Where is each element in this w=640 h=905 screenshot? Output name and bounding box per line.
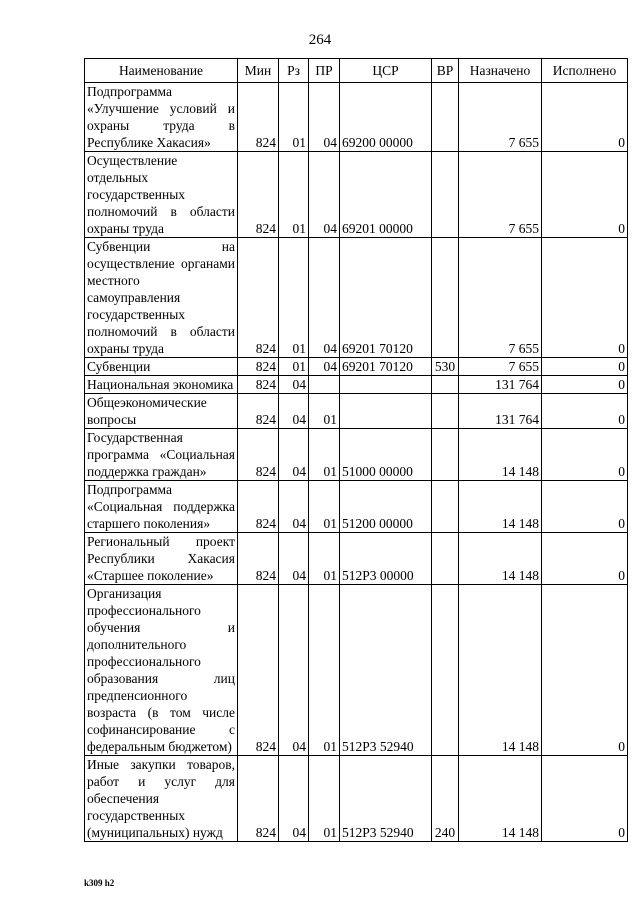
row-assigned: 7 655 (459, 358, 542, 376)
row-min: 824 (238, 585, 279, 756)
row-csr: 69201 00000 (340, 152, 432, 238)
header-rz: Рз (279, 59, 309, 83)
table-row (85, 83, 628, 152)
row-vr (432, 376, 459, 394)
row-pr: 01 (309, 585, 340, 756)
row-rz: 01 (279, 152, 309, 238)
row-csr: 51000 00000 (340, 429, 432, 481)
row-vr (432, 533, 459, 585)
header-pr: ПР (309, 59, 340, 83)
table-row (85, 429, 628, 481)
row-name: Осуществление отдельных государственных полномочий в области охраны труда (85, 152, 238, 238)
row-name: Подпрограмма «Социальная поддержка старшего поколения» (85, 481, 238, 533)
row-csr: 512P3 52940 (340, 756, 432, 842)
row-executed: 0 (542, 358, 628, 376)
row-rz: 04 (279, 394, 309, 429)
table-row (85, 238, 628, 358)
row-rz: 04 (279, 481, 309, 533)
row-name: Общеэкономические вопросы (85, 394, 238, 429)
row-executed: 0 (542, 481, 628, 533)
row-rz: 04 (279, 376, 309, 394)
page-number: 264 (308, 32, 332, 48)
row-vr (432, 238, 459, 358)
row-name: Региональный проект Республики Хакасия «Старшее поколение» (85, 533, 238, 585)
row-vr (432, 83, 459, 152)
row-name: Национальная экономика (85, 376, 238, 394)
header-csr: ЦСР (340, 59, 432, 83)
header-name: Наименование (85, 59, 238, 83)
row-vr: 240 (432, 756, 459, 842)
row-pr: 01 (309, 756, 340, 842)
row-name: Организация профессионального обучения и дополнительного профессионального образования лиц предпенсионного возраста (в том числе софинансирование с федеральным бюджетом) (85, 585, 238, 756)
table-row (85, 585, 628, 756)
row-pr: 04 (309, 152, 340, 238)
row-pr: 04 (309, 358, 340, 376)
row-pr: 01 (309, 429, 340, 481)
row-assigned: 14 148 (459, 585, 542, 756)
row-executed: 0 (542, 83, 628, 152)
row-executed: 0 (542, 394, 628, 429)
header-row (85, 59, 628, 83)
row-min: 824 (238, 83, 279, 152)
row-min: 824 (238, 152, 279, 238)
row-executed: 0 (542, 756, 628, 842)
row-vr (432, 585, 459, 756)
row-vr: 530 (432, 358, 459, 376)
row-assigned: 14 148 (459, 533, 542, 585)
header-executed: Исполнено (542, 59, 628, 83)
row-min: 824 (238, 394, 279, 429)
row-rz: 01 (279, 83, 309, 152)
row-assigned: 7 655 (459, 238, 542, 358)
row-vr (432, 481, 459, 533)
row-csr: 69201 70120 (340, 358, 432, 376)
row-pr (309, 376, 340, 394)
budget-table (84, 58, 628, 842)
table-row (85, 152, 628, 238)
row-rz: 01 (279, 358, 309, 376)
row-executed: 0 (542, 429, 628, 481)
row-rz: 04 (279, 756, 309, 842)
row-assigned: 131 764 (459, 376, 542, 394)
row-name: Субвенции (85, 358, 238, 376)
row-min: 824 (238, 429, 279, 481)
row-assigned: 7 655 (459, 152, 542, 238)
header-assigned: Назначено (459, 59, 542, 83)
table-row (85, 533, 628, 585)
row-csr: 69200 00000 (340, 83, 432, 152)
row-executed: 0 (542, 152, 628, 238)
row-name: Иные закупки товаров, работ и услуг для обеспечения государственных (муниципальных) нужд (85, 756, 238, 842)
row-min: 824 (238, 481, 279, 533)
row-pr: 01 (309, 394, 340, 429)
row-vr (432, 152, 459, 238)
row-pr: 04 (309, 83, 340, 152)
row-assigned: 7 655 (459, 83, 542, 152)
row-name: Государственная программа «Социальная поддержка граждан» (85, 429, 238, 481)
table-row (85, 481, 628, 533)
row-assigned: 14 148 (459, 481, 542, 533)
table-row (85, 756, 628, 842)
row-csr: 512P3 52940 (340, 585, 432, 756)
row-min: 824 (238, 533, 279, 585)
header-vr: ВР (432, 59, 459, 83)
row-min: 824 (238, 238, 279, 358)
row-rz: 04 (279, 533, 309, 585)
row-csr: 69201 70120 (340, 238, 432, 358)
row-csr (340, 394, 432, 429)
row-csr: 512P3 00000 (340, 533, 432, 585)
row-pr: 01 (309, 533, 340, 585)
row-assigned: 131 764 (459, 394, 542, 429)
table-row (85, 358, 628, 376)
row-name: Подпрограмма «Улучшение условий и охраны труда в Республике Хакасия» (85, 83, 238, 152)
row-name: Субвенции на осуществление органами местного самоуправления государственных полномочий в области охраны труда (85, 238, 238, 358)
row-pr: 01 (309, 481, 340, 533)
row-executed: 0 (542, 585, 628, 756)
row-executed: 0 (542, 376, 628, 394)
row-vr (432, 394, 459, 429)
row-min: 824 (238, 376, 279, 394)
row-min: 824 (238, 756, 279, 842)
row-pr: 04 (309, 238, 340, 358)
row-min: 824 (238, 358, 279, 376)
row-csr (340, 376, 432, 394)
row-rz: 04 (279, 585, 309, 756)
row-executed: 0 (542, 533, 628, 585)
row-rz: 01 (279, 238, 309, 358)
row-csr: 51200 00000 (340, 481, 432, 533)
footer-code: k309 h2 (84, 878, 115, 888)
table-row (85, 394, 628, 429)
row-assigned: 14 148 (459, 429, 542, 481)
table-row (85, 376, 628, 394)
row-assigned: 14 148 (459, 756, 542, 842)
row-executed: 0 (542, 238, 628, 358)
row-vr (432, 429, 459, 481)
header-min: Мин (238, 59, 279, 83)
row-rz: 04 (279, 429, 309, 481)
